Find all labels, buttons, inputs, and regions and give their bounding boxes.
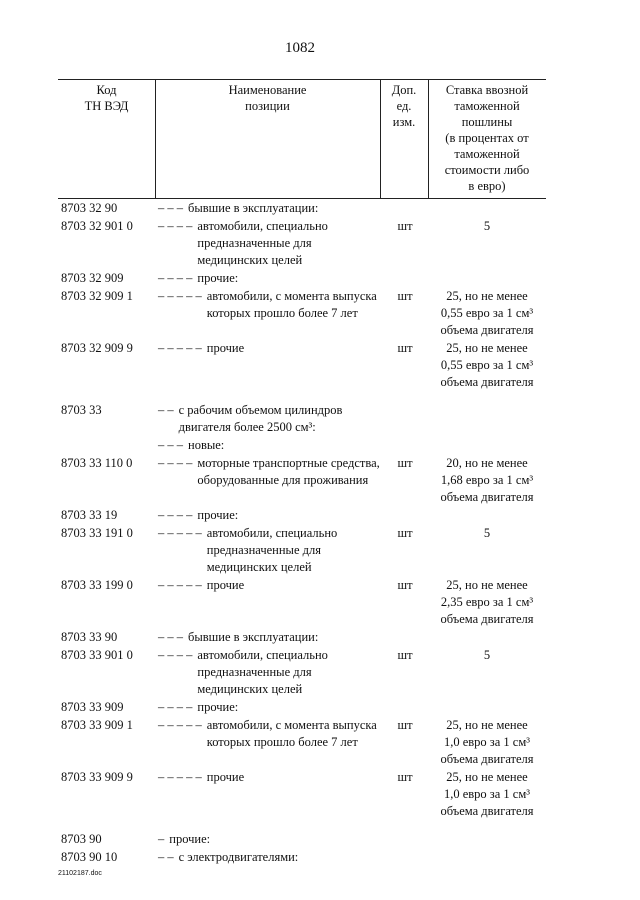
row-dash-prefix: – – – –: [158, 456, 193, 470]
table-row: [0, 647, 640, 699]
row-text: прочие:: [169, 832, 211, 846]
row-code: 8703 33 901 0: [61, 648, 133, 662]
row-code: 8703 32 909 9: [61, 341, 133, 355]
row-dash-prefix: – – – –: [158, 219, 193, 233]
row-unit: шт: [397, 219, 413, 233]
row-name: [158, 699, 380, 716]
row-text: с рабочим объемом цилиндров двигателя более 2500 см³:: [178, 403, 343, 434]
row-name: [158, 270, 380, 287]
row-name: [158, 507, 380, 524]
row-dash-prefix: – – –: [158, 438, 183, 452]
table-top-border: [58, 79, 546, 80]
row-dash-prefix: – – – – –: [158, 770, 202, 784]
row-code: 8703 32 909 1: [61, 289, 133, 303]
row-dash-prefix: – –: [158, 403, 174, 417]
row-text: бывшие в эксплуатации:: [188, 630, 319, 644]
row-name: [158, 525, 380, 576]
table-row: [0, 402, 640, 437]
row-text: с электродвигателями:: [178, 850, 299, 864]
row-code: 8703 33 191 0: [61, 526, 133, 540]
row-gap: [0, 821, 640, 831]
table-row: [0, 340, 640, 392]
row-name: [158, 831, 380, 848]
row-text: автомобили, специально предназначенные для медицинских целей: [197, 219, 328, 267]
row-unit: шт: [397, 289, 413, 303]
row-code: 8703 90: [61, 832, 102, 846]
row-code: 8703 33: [61, 403, 102, 417]
row-unit: шт: [397, 341, 413, 355]
table-row: [0, 218, 640, 270]
row-code: 8703 32 901 0: [61, 219, 133, 233]
table-row: [0, 200, 640, 218]
row-text: автомобили, с момента выпуска которых прошло более 7 лет: [206, 289, 377, 320]
row-text: прочие: [206, 578, 245, 592]
table-row: [0, 831, 640, 849]
row-dash-prefix: – – – – –: [158, 341, 202, 355]
row-unit: шт: [397, 770, 413, 784]
row-dash-prefix: – – – –: [158, 648, 193, 662]
table-row: [0, 270, 640, 288]
row-dash-prefix: – – – – –: [158, 718, 202, 732]
row-dash-prefix: – –: [158, 850, 174, 864]
header-rate: Ставка ввозной таможенной пошлины (в процентах от таможенной стоимости либо в евро): [444, 83, 530, 193]
row-text: моторные транспортные средства, оборудованные для проживания: [197, 456, 380, 487]
row-code: 8703 32 909: [61, 271, 124, 285]
document-footer: 21102187.doc: [58, 870, 102, 877]
table-row: [0, 577, 640, 629]
row-dash-prefix: – – –: [158, 630, 183, 644]
row-code: 8703 33 909 1: [61, 718, 133, 732]
row-code: 8703 33 909: [61, 700, 124, 714]
row-name: [158, 218, 380, 269]
row-unit: шт: [397, 718, 413, 732]
row-text: автомобили, специально предназначенные для медицинских целей: [197, 648, 328, 696]
row-code: 8703 33 909 9: [61, 770, 133, 784]
header-unit: Доп. ед. изм.: [391, 83, 417, 129]
row-dash-prefix: – – – –: [158, 508, 193, 522]
row-unit: шт: [397, 456, 413, 470]
row-rate: 25, но не менее 2,35 евро за 1 см³ объема двигателя: [440, 578, 534, 626]
table-row: [0, 437, 640, 455]
row-text: прочие:: [197, 508, 239, 522]
table-row: [0, 629, 640, 647]
row-rate: 25, но не менее 0,55 евро за 1 см³ объема двигателя: [440, 289, 534, 337]
row-name: [158, 340, 380, 357]
row-rate: 25, но не менее 0,55 евро за 1 см³ объема двигателя: [440, 341, 534, 389]
table-row: [0, 769, 640, 821]
table-header-bottom-border: [58, 198, 546, 199]
row-text: новые:: [188, 438, 225, 452]
table-row: [0, 525, 640, 577]
row-name: [158, 769, 380, 786]
row-rate: 5: [483, 526, 491, 540]
row-unit: шт: [397, 648, 413, 662]
row-text: прочие: [206, 341, 245, 355]
table-row: [0, 849, 640, 867]
row-name: [158, 647, 380, 698]
row-code: 8703 90 10: [61, 850, 118, 864]
row-code: 8703 33 90: [61, 630, 118, 644]
row-rate: 25, но не менее 1,0 евро за 1 см³ объема двигателя: [440, 718, 534, 766]
row-name: [158, 402, 380, 436]
row-text: автомобили, специально предназначенные для медицинских целей: [206, 526, 338, 574]
table-body: [0, 200, 640, 867]
row-code: 8703 32 90: [61, 201, 118, 215]
header-name: Наименование позиции: [228, 83, 307, 113]
table-row: [0, 699, 640, 717]
row-code: 8703 33 19: [61, 508, 118, 522]
page-number: 1082: [285, 40, 315, 56]
row-dash-prefix: –: [158, 832, 165, 846]
row-dash-prefix: – – – – –: [158, 526, 202, 540]
row-rate: 20, но не менее 1,68 евро за 1 см³ объема двигателя: [440, 456, 534, 504]
row-dash-prefix: – – – – –: [158, 289, 202, 303]
row-name: [158, 849, 380, 866]
row-name: [158, 437, 380, 454]
row-code: 8703 33 199 0: [61, 578, 133, 592]
row-name: [158, 577, 380, 594]
row-rate: 5: [483, 648, 491, 662]
header-code: Код ТН ВЭД: [84, 83, 129, 113]
row-name: [158, 200, 380, 217]
row-text: прочие:: [197, 700, 239, 714]
row-text: автомобили, с момента выпуска которых прошло более 7 лет: [206, 718, 377, 749]
row-dash-prefix: – – – – –: [158, 578, 202, 592]
row-code: 8703 33 110 0: [61, 456, 133, 470]
row-unit: шт: [397, 578, 413, 592]
row-dash-prefix: – – – –: [158, 271, 193, 285]
row-dash-prefix: – – – –: [158, 700, 193, 714]
row-gap: [0, 392, 640, 402]
row-name: [158, 717, 380, 751]
row-rate: 5: [483, 219, 491, 233]
row-rate: 25, но не менее 1,0 евро за 1 см³ объема двигателя: [440, 770, 534, 818]
table-row: [0, 455, 640, 507]
row-dash-prefix: – – –: [158, 201, 183, 215]
table-row: [0, 288, 640, 340]
row-name: [158, 455, 380, 489]
table-row: [0, 507, 640, 525]
row-unit: шт: [397, 526, 413, 540]
row-name: [158, 288, 380, 322]
row-text: прочие: [206, 770, 245, 784]
row-text: прочие:: [197, 271, 239, 285]
table-row: [0, 717, 640, 769]
row-name: [158, 629, 380, 646]
row-text: бывшие в эксплуатации:: [188, 201, 319, 215]
